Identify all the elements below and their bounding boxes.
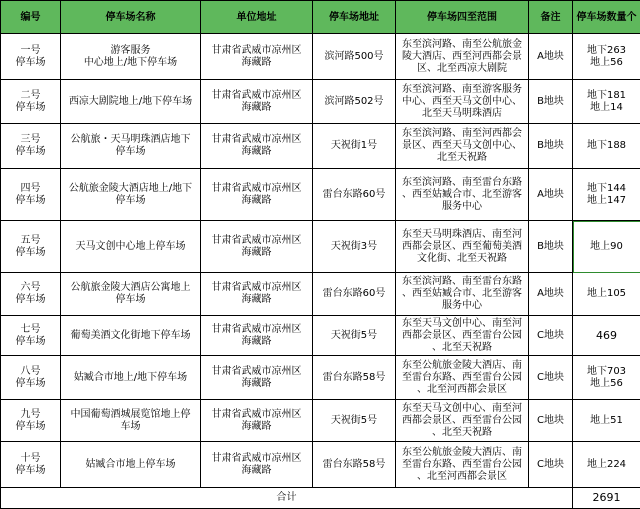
scope-line: 景区、西至天马文创中心、: [398, 140, 526, 152]
count-line: 地下188: [575, 140, 638, 152]
cell-name: [61, 34, 201, 80]
id-line: 六号: [3, 282, 58, 294]
scope-line: 东至天马明珠酒店、南至河: [398, 229, 526, 241]
count-line: 地下181: [575, 90, 638, 102]
name-line: 车场: [63, 421, 198, 433]
cell-unit-address: [201, 80, 313, 124]
cell-lot-address: 雷台东路58号: [313, 356, 396, 400]
scope-line: 、北至河西都会景区: [398, 384, 526, 396]
unit-address-line: 甘肃省武威市凉州区: [203, 366, 310, 378]
name-line: 公航旅金陵大酒店公寓地上: [63, 282, 198, 294]
id-line: 二号: [3, 90, 58, 102]
cell-remark: B地块: [529, 221, 573, 273]
name-line: 公航旅金陵大酒店地上/地下: [63, 183, 198, 195]
id-line: 九号: [3, 409, 58, 421]
name-line: 葡萄美酒文化街地下停车场: [63, 330, 198, 342]
unit-address-line: 海藏路: [203, 57, 310, 69]
cell-id: [1, 442, 61, 488]
scope-line: 陵大酒店、西至河西都会景: [398, 51, 526, 63]
unit-address-line: 甘肃省武威市凉州区: [203, 45, 310, 57]
scope-line: 东至滨河路、南至雷台东路: [398, 276, 526, 288]
cell-scope: [396, 442, 529, 488]
scope-line: 东至公航旅金陵大酒店、南: [398, 360, 526, 372]
unit-address-line: 海藏路: [203, 378, 310, 390]
scope-line: 服务中心: [398, 201, 526, 213]
id-line: 停车场: [3, 421, 58, 433]
scope-line: 文化街、北至天祝路: [398, 253, 526, 265]
cell-lot-address: 雷台东路60号: [313, 273, 396, 316]
cell-unit-address: [201, 356, 313, 400]
name-line: 西凉大剧院地上/地下停车场: [63, 96, 198, 108]
cell-lot-address: 天祝街1号: [313, 124, 396, 169]
scope-line: 中心、西至天马文创中心、: [398, 96, 526, 108]
cell-name: [61, 80, 201, 124]
scope-line: 至雷台东路、西至雷台公园: [398, 372, 526, 384]
scope-line: 东至天马文创中心、南至河: [398, 403, 526, 415]
count-line: 469: [575, 330, 638, 342]
unit-address-line: 甘肃省武威市凉州区: [203, 183, 310, 195]
scope-line: 、北至天祝路: [398, 342, 526, 354]
table-row: [1, 400, 640, 442]
unit-address-line: 海藏路: [203, 421, 310, 433]
unit-address-line: 甘肃省武威市凉州区: [203, 324, 310, 336]
cell-remark: C地块: [529, 442, 573, 488]
count-line: 地上147: [575, 195, 638, 207]
total-value: 2691: [573, 488, 640, 509]
id-line: 三号: [3, 134, 58, 146]
name-line: 停车场: [63, 195, 198, 207]
total-label: 合计: [1, 488, 573, 509]
cell-count: [573, 34, 640, 80]
cell-id: [1, 124, 61, 169]
scope-line: 东至滨河路、南至公航旅金: [398, 39, 526, 51]
cell-unit-address: [201, 169, 313, 221]
id-line: 停车场: [3, 195, 58, 207]
count-line: 地上105: [575, 288, 638, 300]
cell-lot-address: 滨河路502号: [313, 80, 396, 124]
cell-id: [1, 316, 61, 356]
cell-remark: A地块: [529, 34, 573, 80]
id-line: 停车场: [3, 465, 58, 477]
unit-address-line: 海藏路: [203, 336, 310, 348]
header-scope: 停车场四至范围: [396, 1, 529, 34]
name-line: 中心地上/地下停车场: [63, 57, 198, 69]
cell-unit-address: [201, 316, 313, 356]
cell-scope: [396, 316, 529, 356]
cell-unit-address: [201, 400, 313, 442]
cell-unit-address: [201, 34, 313, 80]
id-line: 一号: [3, 45, 58, 57]
cell-count: [573, 221, 640, 273]
cell-remark: B地块: [529, 80, 573, 124]
cell-id: [1, 34, 61, 80]
id-line: 停车场: [3, 294, 58, 306]
total-row: [1, 488, 640, 509]
name-line: 游客服务: [63, 45, 198, 57]
header-id: 编号: [1, 1, 61, 34]
cell-count: [573, 273, 640, 316]
scope-line: 区、北至西凉大剧院: [398, 63, 526, 75]
header-unit-address: 单位地址: [201, 1, 313, 34]
unit-address-line: 海藏路: [203, 102, 310, 114]
id-line: 五号: [3, 235, 58, 247]
cell-unit-address: [201, 221, 313, 273]
count-line: 地上14: [575, 102, 638, 114]
table-row: [1, 169, 640, 221]
unit-address-line: 海藏路: [203, 465, 310, 477]
count-line: 地上51: [575, 415, 638, 427]
cell-unit-address: [201, 124, 313, 169]
name-line: 姑臧合市地上停车场: [63, 459, 198, 471]
table-row: [1, 273, 640, 316]
cell-scope: [396, 356, 529, 400]
name-line: 姑臧合市地上/地下停车场: [63, 372, 198, 384]
cell-id: [1, 356, 61, 400]
table-body: [1, 34, 640, 488]
unit-address-line: 甘肃省武威市凉州区: [203, 409, 310, 421]
scope-line: 服务中心: [398, 300, 526, 312]
cell-name: [61, 221, 201, 273]
cell-id: [1, 221, 61, 273]
table-header: [1, 1, 640, 34]
scope-line: 东至公航旅金陵大酒店、南: [398, 447, 526, 459]
id-line: 停车场: [3, 102, 58, 114]
cell-name: [61, 442, 201, 488]
name-line: 停车场: [63, 146, 198, 158]
cell-count: [573, 442, 640, 488]
cell-lot-address: 雷台东路58号: [313, 442, 396, 488]
scope-line: 东至滨河路、南至雷台东路: [398, 177, 526, 189]
cell-lot-address: 天祝街3号: [313, 221, 396, 273]
count-line: 地下263: [575, 45, 638, 57]
unit-address-line: 海藏路: [203, 195, 310, 207]
cell-name: [61, 316, 201, 356]
table-row: [1, 356, 640, 400]
id-line: 四号: [3, 183, 58, 195]
cell-lot-address: 天祝街5号: [313, 316, 396, 356]
id-line: 七号: [3, 324, 58, 336]
header-remark: 备注: [529, 1, 573, 34]
id-line: 停车场: [3, 336, 58, 348]
cell-count: [573, 80, 640, 124]
cell-scope: [396, 34, 529, 80]
id-line: 八号: [3, 366, 58, 378]
id-line: 十号: [3, 453, 58, 465]
id-line: 停车场: [3, 247, 58, 259]
name-line: 天马文创中心地上停车场: [63, 241, 198, 253]
name-line: 公航旅・天马明珠酒店地下: [63, 134, 198, 146]
unit-address-line: 甘肃省武威市凉州区: [203, 453, 310, 465]
cell-id: [1, 80, 61, 124]
id-line: 停车场: [3, 378, 58, 390]
cell-count: [573, 356, 640, 400]
count-line: 地上56: [575, 378, 638, 390]
scope-line: 东至滨河路、南至游客服务: [398, 84, 526, 96]
unit-address-line: 甘肃省武威市凉州区: [203, 134, 310, 146]
cell-name: [61, 169, 201, 221]
cell-id: [1, 169, 61, 221]
scope-line: 、北至天祝路: [398, 427, 526, 439]
cell-scope: [396, 273, 529, 316]
table-row: [1, 34, 640, 80]
id-line: 停车场: [3, 146, 58, 158]
name-line: 中国葡萄酒城展览馆地上停: [63, 409, 198, 421]
cell-name: [61, 400, 201, 442]
header-lot-address: 停车场地址: [313, 1, 396, 34]
cell-scope: [396, 169, 529, 221]
unit-address-line: 甘肃省武威市凉州区: [203, 90, 310, 102]
count-line: 地上224: [575, 459, 638, 471]
cell-name: [61, 124, 201, 169]
scope-line: 东至滨河路、南至河西都会: [398, 128, 526, 140]
name-line: 停车场: [63, 294, 198, 306]
cell-count: [573, 169, 640, 221]
table-row: [1, 442, 640, 488]
cell-lot-address: 滨河路500号: [313, 34, 396, 80]
cell-id: [1, 400, 61, 442]
count-line: 地下144: [575, 183, 638, 195]
scope-line: 至雷台东路、西至雷台公园: [398, 459, 526, 471]
cell-count: [573, 124, 640, 169]
unit-address-line: 甘肃省武威市凉州区: [203, 235, 310, 247]
scope-line: 北至天祝路: [398, 152, 526, 164]
cell-remark: C地块: [529, 316, 573, 356]
cell-scope: [396, 400, 529, 442]
cell-scope: [396, 80, 529, 124]
header-count: 停车场数量个: [573, 1, 640, 34]
header-name: 停车场名称: [61, 1, 201, 34]
cell-lot-address: 雷台东路60号: [313, 169, 396, 221]
cell-unit-address: [201, 442, 313, 488]
scope-line: 、西至姑臧合市、北至游客: [398, 189, 526, 201]
cell-remark: B地块: [529, 124, 573, 169]
cell-lot-address: 天祝街5号: [313, 400, 396, 442]
cell-unit-address: [201, 273, 313, 316]
unit-address-line: 海藏路: [203, 146, 310, 158]
cell-count: [573, 400, 640, 442]
table-row: [1, 221, 640, 273]
count-line: 地下703: [575, 366, 638, 378]
id-line: 停车场: [3, 57, 58, 69]
table-row: [1, 316, 640, 356]
unit-address-line: 甘肃省武威市凉州区: [203, 282, 310, 294]
unit-address-line: 海藏路: [203, 294, 310, 306]
scope-line: 、西至姑臧合市、北至游客: [398, 288, 526, 300]
scope-line: 东至天马文创中心、南至河: [398, 318, 526, 330]
cell-remark: C地块: [529, 400, 573, 442]
table-row: [1, 124, 640, 169]
count-line: 地上90: [575, 241, 638, 253]
scope-line: 西都会景区、西至雷台公园: [398, 330, 526, 342]
cell-scope: [396, 221, 529, 273]
cell-remark: C地块: [529, 356, 573, 400]
cell-id: [1, 273, 61, 316]
cell-scope: [396, 124, 529, 169]
cell-name: [61, 273, 201, 316]
unit-address-line: 海藏路: [203, 247, 310, 259]
cell-count: [573, 316, 640, 356]
scope-line: 西都会景区、西至葡萄美酒: [398, 241, 526, 253]
cell-remark: A地块: [529, 273, 573, 316]
scope-line: 、北至河西都会景区: [398, 471, 526, 483]
cell-name: [61, 356, 201, 400]
header-row: [1, 1, 640, 34]
cell-remark: A地块: [529, 169, 573, 221]
table-row: [1, 80, 640, 124]
scope-line: 西都会景区、西至雷台公园: [398, 415, 526, 427]
count-line: 地上56: [575, 57, 638, 69]
scope-line: 北至天马明珠酒店: [398, 108, 526, 120]
